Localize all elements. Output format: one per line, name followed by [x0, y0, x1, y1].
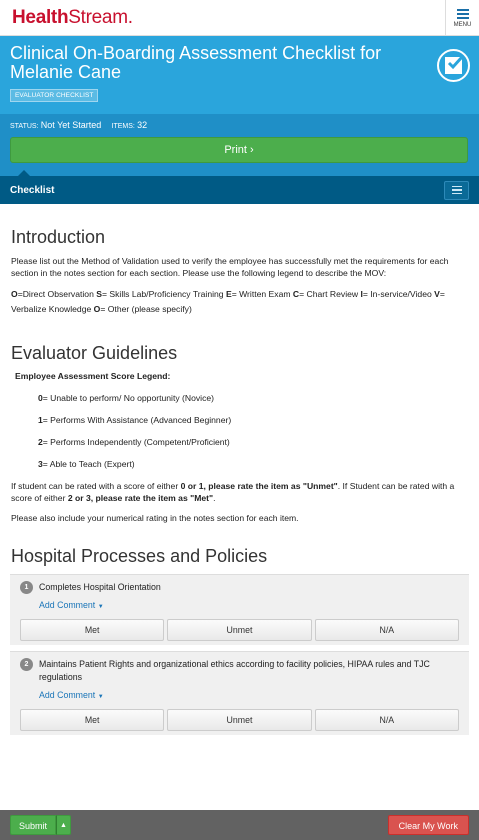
- legend-code: O: [11, 289, 18, 299]
- legend-text: = Written Exam: [231, 289, 293, 299]
- item-number: 2: [20, 658, 33, 671]
- evaluator-checklist-badge: EVALUATOR CHECKLIST: [10, 89, 98, 102]
- na-button[interactable]: N/A: [315, 619, 459, 641]
- tab-checklist-label: Checklist: [10, 184, 55, 196]
- page-title: Clinical On-Boarding Assessment Checklist for Melanie Cane: [10, 43, 382, 82]
- status-line: [10, 120, 469, 130]
- score-legend-heading: Employee Assessment Score Legend:: [15, 371, 171, 381]
- list-menu-icon[interactable]: [444, 181, 469, 200]
- legend-text: = In-service/Video: [362, 289, 435, 299]
- page-header: [0, 36, 479, 114]
- score-item: [38, 393, 468, 403]
- score-text: = Performs With Assistance (Advanced Beginner): [42, 415, 232, 425]
- na-button[interactable]: N/A: [315, 709, 459, 731]
- status-value: Not Yet Started: [40, 120, 102, 130]
- add-comment-label: Add Comment: [39, 600, 96, 610]
- submit-group: [10, 815, 71, 835]
- legend-text: = Other (please specify): [100, 304, 192, 314]
- unmet-button[interactable]: Unmet: [167, 619, 311, 641]
- note-text: . If Student can be rated with a score of either: [11, 481, 455, 503]
- legend-text: =Direct Observation: [17, 289, 97, 299]
- logo-part2: Stream: [68, 6, 128, 28]
- tab-checklist[interactable]: [0, 176, 479, 204]
- met-button[interactable]: Met: [20, 619, 164, 641]
- unmet-button[interactable]: Unmet: [167, 709, 311, 731]
- caret-down-icon: ▼: [97, 694, 104, 700]
- legend-code: O: [93, 304, 101, 314]
- met-button[interactable]: Met: [20, 709, 164, 731]
- main-content: [0, 227, 479, 567]
- logo-part1: Health: [12, 6, 69, 28]
- score-num: 1: [38, 415, 43, 425]
- tab-notch: [18, 170, 30, 176]
- score-item: [38, 459, 468, 469]
- legend-code: I: [360, 289, 363, 299]
- item-number: 1: [20, 581, 33, 594]
- bottom-action-bar: [0, 810, 479, 840]
- items-count: 32: [137, 120, 148, 130]
- score-text: = Unable to perform/ No opportunity (Novice): [42, 393, 215, 403]
- note-text: .: [213, 493, 216, 503]
- caret-down-icon: ▼: [97, 604, 104, 610]
- checklist-check-icon: [437, 49, 470, 82]
- add-comment-link[interactable]: [39, 690, 459, 700]
- status-bar: [0, 114, 479, 176]
- rating-buttons: [20, 709, 459, 731]
- logo-dot: .: [127, 6, 133, 28]
- item-text: Completes Hospital Orientation: [39, 582, 161, 592]
- score-item: [38, 437, 468, 447]
- menu-label: MENU: [453, 22, 472, 28]
- status-label: STATUS:: [10, 123, 39, 130]
- score-num: 0: [38, 393, 43, 403]
- legend-text: = Skills Lab/Proficiency Training: [102, 289, 226, 299]
- note-bold: 0 or 1, please rate the item as "Unmet": [180, 481, 338, 491]
- score-item: [38, 415, 468, 425]
- score-num: 3: [38, 459, 43, 469]
- hamburger-icon: [457, 7, 469, 21]
- legend-text: = Verbalize Knowledge: [11, 289, 445, 314]
- add-comment-link[interactable]: [39, 600, 459, 610]
- add-comment-label: Add Comment: [39, 690, 96, 700]
- legend-code: E: [225, 289, 232, 299]
- score-text: = Able to Teach (Expert): [42, 459, 135, 469]
- checklist-item: [10, 574, 469, 645]
- note-text: If student can be rated with a score of either: [11, 481, 181, 491]
- item-text: Maintains Patient Rights and organizational ethics according to facility policies, HIPAA rules and TJC regulations: [39, 659, 430, 682]
- section-heading: Hospital Processes and Policies: [11, 546, 268, 566]
- rating-buttons: [20, 619, 459, 641]
- introduction-heading: Introduction: [11, 227, 106, 247]
- rating-instructions: [11, 480, 468, 504]
- print-button[interactable]: Print ›: [10, 137, 468, 163]
- caret-up-icon[interactable]: ▲: [56, 815, 71, 835]
- note-bold: 2 or 3, please rate the item as "Met": [67, 493, 214, 503]
- score-num: 2: [38, 437, 43, 447]
- checklist-items: [0, 574, 479, 735]
- legend-code: V: [434, 289, 440, 299]
- legend-text: = Chart Review: [299, 289, 361, 299]
- legend-code: C: [292, 289, 300, 299]
- guidelines-heading: Evaluator Guidelines: [11, 343, 178, 363]
- introduction-text: Please list out the Method of Validation used to verify the employee has successfully met the requirements for each section in the notes section for each section. Please use the following legend to describe the MOV:: [11, 256, 449, 278]
- top-bar: [0, 0, 479, 36]
- submit-button[interactable]: Submit: [10, 815, 56, 835]
- mov-legend: [11, 287, 468, 317]
- legend-code: S: [96, 289, 102, 299]
- numeric-rating-note: Please also include your numerical rating in the notes section for each item.: [11, 513, 299, 523]
- healthstream-logo[interactable]: [12, 7, 133, 29]
- score-text: = Performs Independently (Competent/Proficient): [42, 437, 230, 447]
- items-label: ITEMS:: [111, 123, 135, 130]
- clear-my-work-button[interactable]: Clear My Work: [388, 815, 469, 835]
- checklist-item: [10, 651, 469, 735]
- menu-button[interactable]: [445, 0, 479, 36]
